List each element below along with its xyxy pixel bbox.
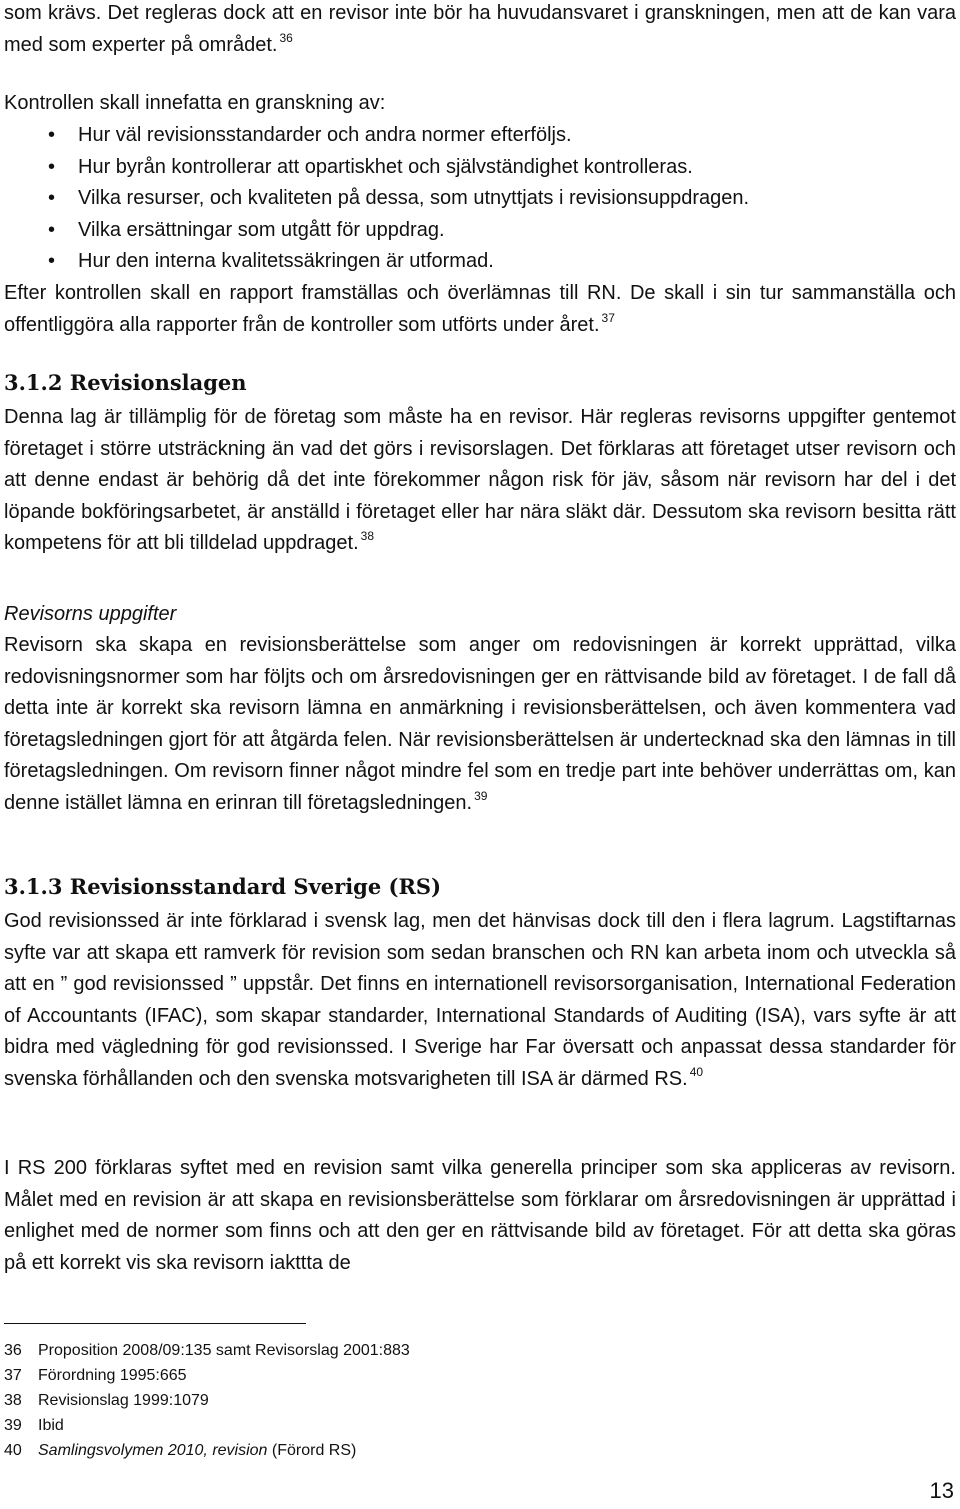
footnote-ref-40: 40	[689, 1064, 704, 1079]
footnote-37: 37 Förordning 1995:665	[4, 1367, 187, 1384]
paragraph-revisorns-uppgifter: Revisorn ska skapa en revisionsberättelse som anger om redovisningen är korrekt upprättad, vilka redovisningsnormer som har följts och om årsredovisningen ger en rättvisande bild av företaget. I de fall då detta inte är korrekt ska revisorn lämna en anmärkning i revisionsberättelsen, och även kommentera vad företagsledningen gjort för att åtgärda felen. När revisionsberättelsen är undertecknad ska den lämnas in till företagsledningen. Om revisorn finner något mindre fel som en tredje part inte behöver underrättas om, kan denne istället lämna en erinran till företagsledningen. $^{39}$	[4, 634, 956, 814]
footnote-40: 40 Samlingsvolymen 2010, revision (Förord RS)	[4, 1442, 357, 1459]
footnote-39: 39 Ibid	[4, 1417, 64, 1434]
footnote-38: 38 Revisionslag 1999:1079	[4, 1392, 209, 1409]
paragraph-report: Efter kontrollen skall en rapport framställas och överlämnas till RN. De skall i sin tur sammanställa och offentliggöra alla rapporter från de kontroller som utförts under året. $^{37}$	[4, 282, 956, 336]
bullet-item: • Hur väl revisionsstandarder och andra normer efterföljs.	[4, 120, 956, 152]
bullet-item: • Vilka resurser, och kvaliteten på dessa, som utnyttjats i revisionsuppdragen.	[4, 183, 956, 215]
control-bullet-list	[4, 120, 956, 278]
subheading-revisorns-uppgifter: Revisorns uppgifter	[4, 603, 177, 625]
paragraph-revisionsstandard: God revisionssed är inte förklarad i svensk lag, men det hänvisas dock till den i flera lagrum. Lagstiftarnas syfte var att skapa ett ramverk för revision som sedan branschen och RN kan arbeta inom och utveckla så att en ” god revisionssed ” uppstår. Det finns en internationell revisorsorganisation, International Federation of Accountants (IFAC), som skapar standarder, International Standards of Auditing (ISA), vars syfte är att bidra med vägledning för god revisionssed. I Sverige har Far översatt och anpassat dessa standarder för svenska förhållanden och den svenska motsvarigheten till ISA är därmed RS. $^{40}$	[4, 910, 956, 1090]
footnote-ref-37: 37	[601, 310, 615, 325]
heading-revisionslagen: 3.1.2 Revisionslagen	[4, 370, 247, 395]
footnote-ref-39: 39	[474, 788, 488, 803]
paragraph-rs200: I RS 200 förklaras syftet med en revision samt vilka generella principer som ska appliceras av revisorn. Målet med en revision är att skapa en revisionsberättelse som förklarar om årsredovisningen är upprättad i enlighet med de normer som finns och att den ger en rättvisande bild av företaget. För att detta ska göras på ett korrekt vis ska revisorn iakttta de	[4, 1157, 956, 1274]
footnote-36: 36 Proposition 2008/09:135 samt Revisorslag 2001:883	[4, 1342, 410, 1359]
bullet-item: • Vilka ersättningar som utgått för uppdrag.	[4, 215, 956, 247]
footnote-ref-36: 36	[279, 30, 293, 45]
control-intro: Kontrollen skall innefatta en granskning av:	[4, 92, 386, 114]
heading-revisionsstandard: 3.1.3 Revisionsstandard Sverige (RS)	[4, 874, 442, 899]
paragraph-revisionslagen: Denna lag är tillämplig för de företag som måste ha en revisor. Här regleras revisorns uppgifter gentemot företaget i större utsträckning än vad det görs i revisorslagen. Det förklaras att företaget utser revisorn och att denne endast är behörig då det inte förekommer någon risk för jäv, såsom när revisorn har del i det löpande bokföringsarbetet, är anställd i företaget eller har nära släkt där. Dessutom ska revisorn besitta rätt kompetens för att bli tilldelad uppdraget. $^{38}$	[4, 406, 956, 554]
page-number: 13	[929, 1478, 954, 1503]
footnote-separator	[4, 1323, 306, 1324]
paragraph-intro: som krävs. Det regleras dock att en revisor inte bör ha huvudansvaret i granskningen, men att de kan vara med som experter på området. $^{36}$	[4, 2, 956, 56]
bullet-item: • Hur byrån kontrollerar att opartiskhet och självständighet kontrolleras.	[4, 152, 956, 184]
footnote-ref-38: 38	[360, 529, 375, 543]
bullet-item: • Hur den interna kvalitetssäkringen är utformad.	[4, 246, 956, 278]
